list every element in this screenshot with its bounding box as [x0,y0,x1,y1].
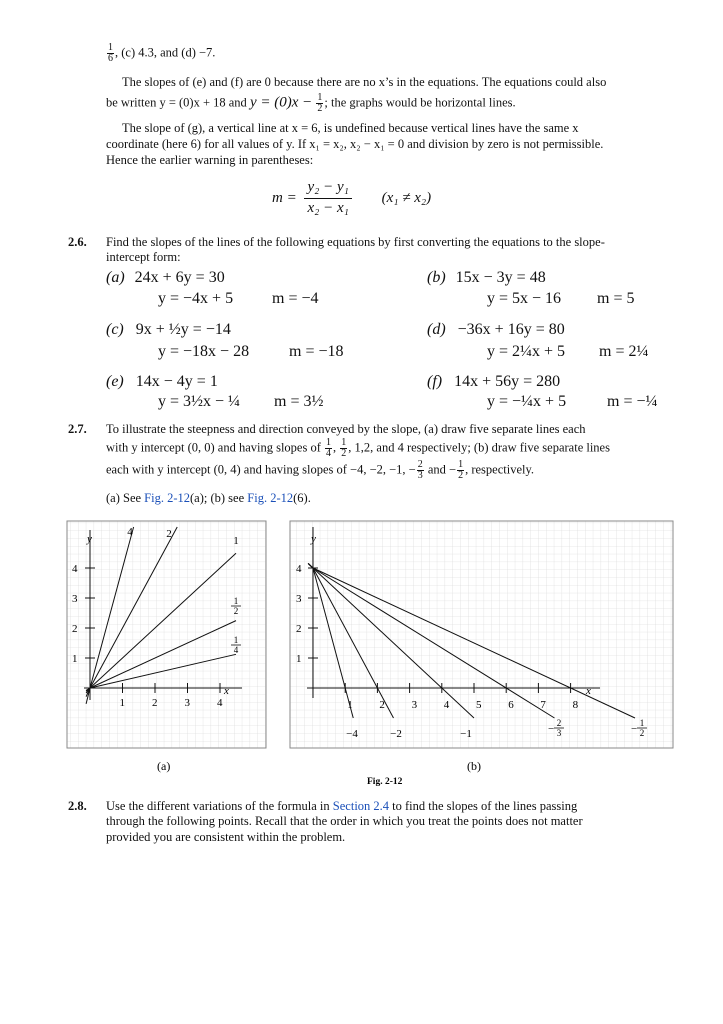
x-tick-label: 2 [152,697,158,709]
x-tick-label: 4 [217,697,223,709]
p26-slope-f: m = −¼ [607,393,658,410]
problem-number: 2.7. [68,422,87,436]
panel-a-label: (a) [157,759,171,773]
p26-conv-f: y = −¼x + 5 [487,393,567,410]
y-tick-label: 4 [296,563,302,575]
p26-line1: Find the slopes of the lines of the following equations by first converting the equations to the slope- [106,235,605,249]
p27-line1: To illustrate the steepness and direction conveyed by the slope, (a) draw five separate lines each [106,422,586,436]
p26-item-a: (a) 24x + 6y = 30 [106,269,225,286]
y-tick-label: 4 [72,563,78,575]
slope-formula: m = $\frac{\text{y₂ − y₁}}{\text{x₂ − x₁}}$ (x₁ ≠ x₂) [272,179,432,216]
line-label-a-3: 1 [233,535,239,547]
panel-b-grid [290,521,673,748]
x-tick-label: 1 [119,697,125,709]
problem-number: 2.6. [68,235,87,249]
line-label-b-3: −1 [460,728,472,740]
line-label-a-5-num: 1 [233,635,239,645]
p26-slope-b: m = 5 [597,290,635,307]
p27-line3: each with y intercept (0, 4) and having slopes of −4, −2, −1, − $\frac{2}{3}$ and − $\frac{1}{2}$ , respectively. [106,459,535,481]
p26-item-f: (f) 14x + 56y = 280 [427,373,561,390]
x-tick-label: 1 [347,699,353,711]
p26-line2: intercept form: [106,250,181,264]
p28-line2: through the following points. Recall that the order in which you treat the points does not matter [106,814,583,828]
x-axis-label: x [224,685,229,697]
line-label-a-4-num: 1 [233,596,239,606]
para1-line2: be written y = (0)x + 18 and y = (0)x − $\frac{1}{2}$ ; the graphs would be horizontal lines. [106,92,516,114]
para1-line1: The slopes of (e) and (f) are 0 because there are no x’s in the equations. The equations could also [122,75,607,89]
y-tick-label: 1 [72,653,78,665]
p28-line1: Use the different variations of the formula in Section 2.4 to find the slopes of the lines passing [106,799,578,813]
line-label-b-frac-4-num: 2 [556,718,562,728]
p26-item-d: (d) −36x + 16y = 80 [427,321,565,338]
y-tick-label: 1 [296,653,302,665]
para2-line2: coordinate (here 6) for all values of y. If x₁ = x₂, x₂ − x₁ = 0 and division by zero is not permissible. [106,137,604,151]
p26-slope-a: m = −4 [272,290,319,307]
x-tick-label: 8 [572,699,579,711]
p26-slope-d: m = 2¼ [599,343,649,360]
p26-conv-b: y = 5x − 16 [487,290,562,307]
line-label-a-4-den: 2 [233,606,239,616]
p26-conv-e: y = 3½x − ¼ [158,393,241,410]
para2-line1: The slope of (g), a vertical line at x = 6, is undefined because vertical lines have the same x [122,121,579,135]
line-label-b-1: −4 [346,728,358,740]
x-tick-label: 5 [476,699,482,711]
p27-line2: with y intercept (0, 0) and having slopes of $\frac{1}{4}$ , $\frac{1}{2}$ , 1,2, and 4 respectively; (b) draw five separate lines [106,437,610,459]
panel-a [67,521,266,748]
p26-slope-e: m = 3½ [274,393,324,410]
fig-link[interactable]: Fig. 2-12 [247,491,294,505]
p26-item-c: (c) 9x + ½y = −14 [106,321,231,338]
panel-b-label: (b) [467,759,481,773]
x-tick-label: 3 [184,697,190,709]
x-tick-label: 4 [443,699,450,711]
top-fragment: $\frac{1}{6}$ , (c) 4.3, and (d) −7. [108,42,216,64]
problem-number: 2.8. [68,799,87,813]
y-tick-label: 3 [296,593,302,605]
p26-slope-c: m = −18 [289,343,344,360]
y-tick-label: 2 [296,623,302,635]
minus-sign: − [548,723,555,735]
p26-conv-a: y = −4x + 5 [158,290,234,307]
p26-item-e: (e) 14x − 4y = 1 [106,373,218,390]
fig-link[interactable]: Fig. 2-12 [144,491,191,505]
fraction: $\frac{1}{6}$ [108,42,113,64]
p27-see: (a) See Fig. 2-12(a); (b) see Fig. 2-12(6). [106,491,311,505]
section-link[interactable]: Section 2.4 [332,799,390,813]
line-label-b-frac-5-num: 1 [639,718,645,728]
x-axis-label: x [586,685,591,697]
p26-item-b: (b) 15x − 3y = 48 [427,269,546,286]
line-label-a-2: 2 [166,528,172,540]
x-tick-label: 7 [540,699,546,711]
y-tick-label: 2 [72,623,78,635]
line-label-b-frac-5-den: 2 [639,728,645,738]
line-label-b-frac-4-den: 3 [556,728,562,738]
p26-conv-c: y = −18x − 28 [158,343,250,360]
y-axis-label: y [87,533,92,545]
panel-b [290,521,673,748]
y-axis-label: y [311,533,316,545]
y-tick-label: 3 [72,593,78,605]
figure-caption: Fig. 2-12 [367,777,403,787]
x-tick-label: 6 [508,699,514,711]
p28-line3: provided you are consistent within the problem. [106,830,346,844]
p26-conv-d: y = 2¼x + 5 [487,343,566,360]
para2-line3: Hence the earlier warning in parentheses: [106,153,314,167]
line-label-a-5-den: 4 [233,645,239,655]
line-label-a-1: 4 [127,526,133,538]
line-label-b-2: −2 [390,728,402,740]
minus-sign: − [631,723,638,735]
x-tick-label: 2 [379,699,385,711]
x-tick-label: 3 [411,699,418,711]
